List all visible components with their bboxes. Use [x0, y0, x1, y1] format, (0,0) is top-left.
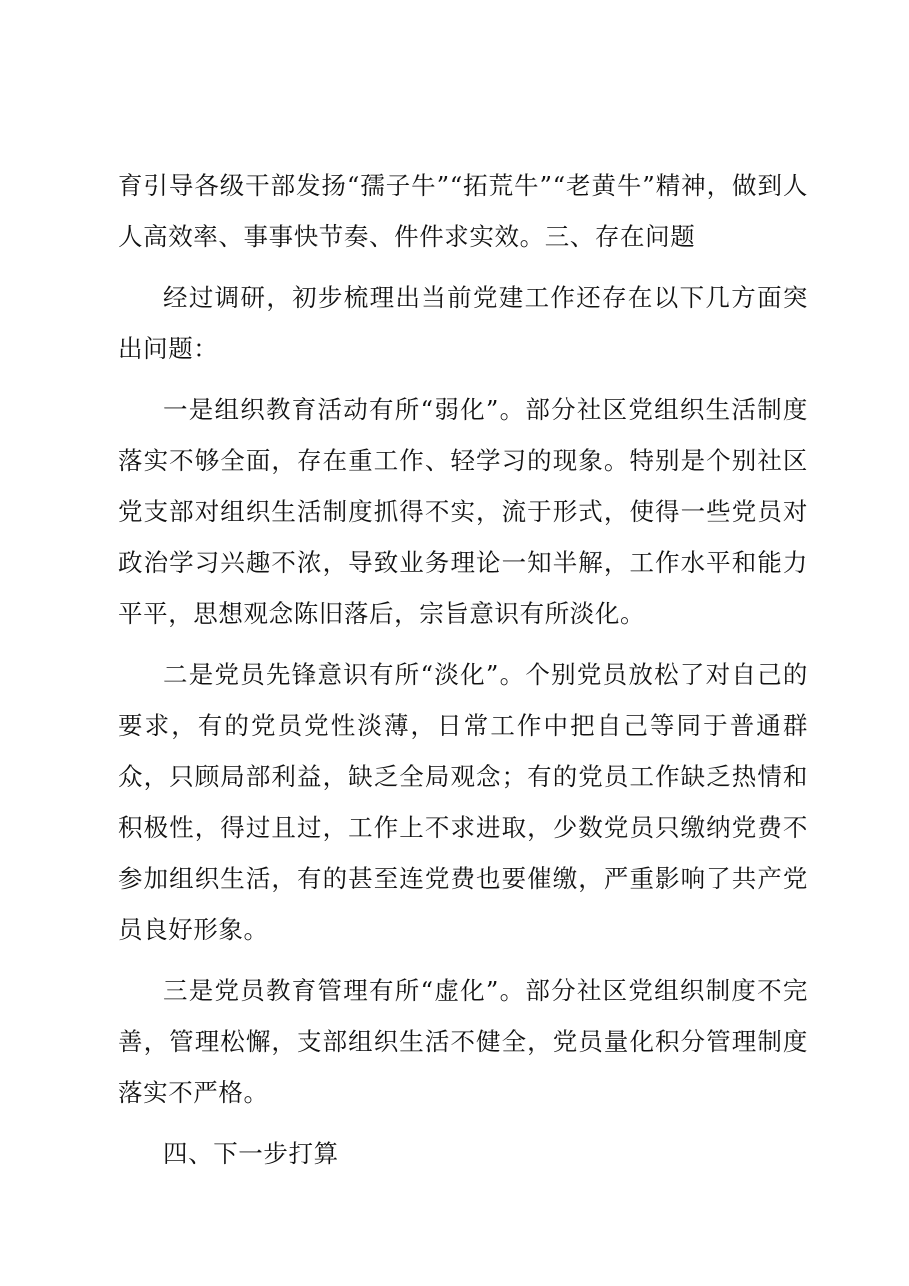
document-body [118, 160, 808, 1189]
paragraph-issue-three: 三是党员教育管理有所“虚化”。部分社区党组织制度不完善，管理松懈，支部组织生活不健全，党员量化积分管理制度落实不严格。 [118, 976, 808, 1107]
section-heading-next-steps: 四、下一步打算 [163, 1139, 339, 1168]
paragraph-research-summary: 经过调研，初步梳理出当前党建工作还存在以下几方面突出问题： [118, 283, 808, 363]
paragraph-continuation: 育引导各级干部发扬“孺子牛”“拓荒牛”“老黄牛”精神，做到人人高效率、事事快节奏、件件求实效。三、存在问题 [118, 171, 808, 251]
paragraph-issue-two: 二是党员先锋意识有所“淡化”。个别党员放松了对自己的要求，有的党员党性淡薄，日常工作中把自己等同于普通群众，只顾局部利益，缺乏全局观念；有的党员工作缺乏热情和积极性，得过且过，工作上不求进取，少数党员只缴纳党费不参加组织生活，有的甚至连党费也要催缴，严重影响了共产党员良好形象。 [118, 660, 808, 944]
paragraph-issue-one: 一是组织教育活动有所“弱化”。部分社区党组织生活制度落实不够全面，存在重工作、轻学习的现象。特别是个别社区党支部对组织生活制度抓得不实，流于形式，使得一些党员对政治学习兴趣不浓，导致业务理论一知半解，工作水平和能力平平，思想观念陈旧落后，宗旨意识有所淡化。 [118, 395, 808, 628]
